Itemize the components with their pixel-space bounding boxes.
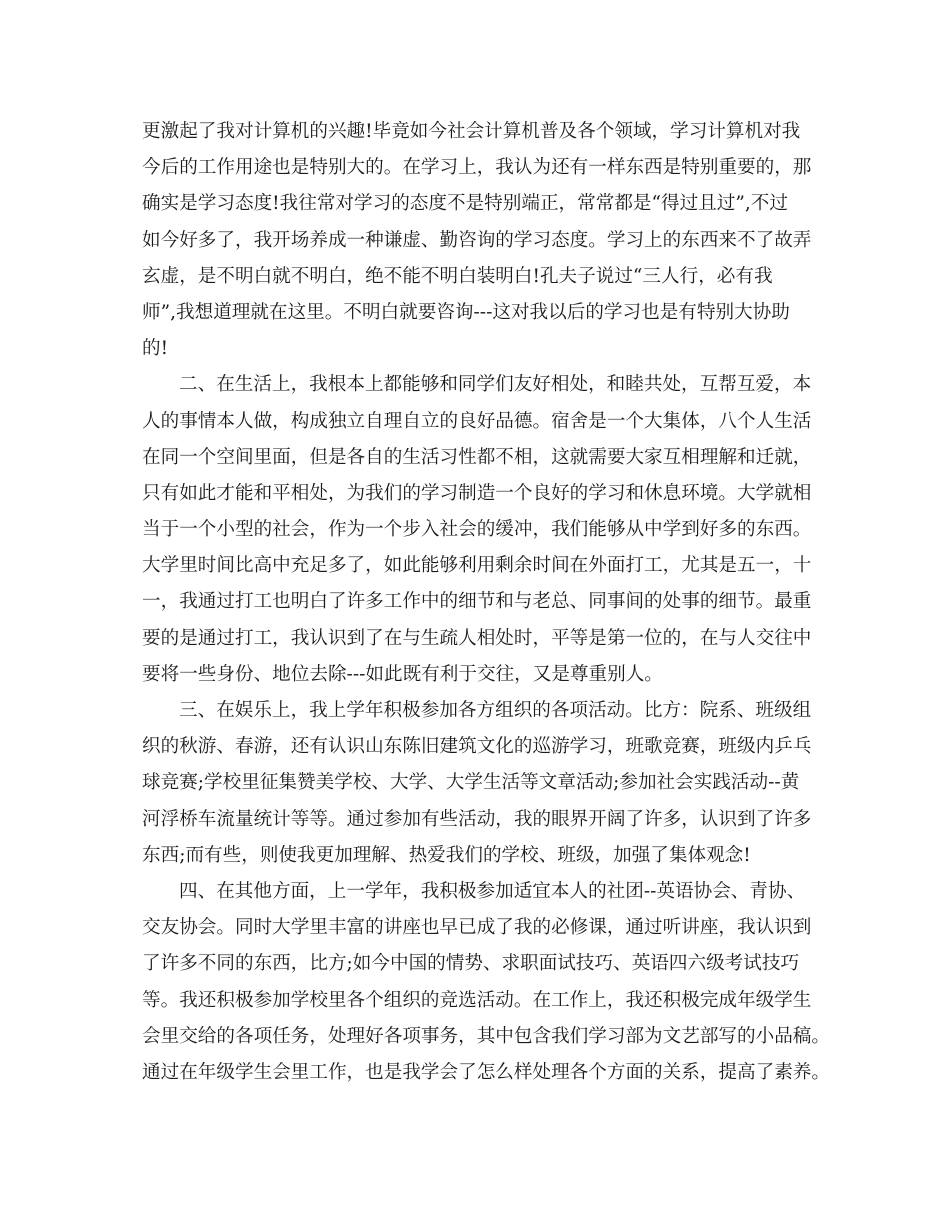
text-line: 确实是学习态度!我往常对学习的态度不是特别端正，常常都是“得过且过”,不过 bbox=[142, 193, 788, 215]
text-line: 河浮桥车流量统计等等。通过参加有些活动，我的眼界开阔了许多，认识到了许多 bbox=[142, 808, 812, 830]
text-line: 交友协会。同时大学里丰富的讲座也早已成了我的必修课，通过听讲座，我认识到 bbox=[142, 917, 812, 939]
text-line: 的! bbox=[142, 338, 169, 360]
text-line: 了许多不同的东西，比方;如今中国的情势、求职面试技巧、英语四六级考试技巧 bbox=[142, 953, 800, 975]
paragraph-2-life bbox=[142, 367, 832, 693]
text-line: 如今好多了，我开场养成一种谦虚、勤咨询的学习态度。学习上的东西来不了故弄 bbox=[142, 229, 812, 251]
text-line: 三、在娱乐上，我上学年积极参加各方组织的各项活动。比方：院系、班级组 bbox=[179, 700, 812, 721]
paragraph-1 bbox=[142, 114, 832, 367]
text-line: 织的秋游、春游，还有认识山东陈旧建筑文化的巡游学习，班歌竞赛，班级内乒乓 bbox=[142, 736, 812, 758]
text-line: 通过在年级学生会里工作，也是我学会了怎么样处理各个方面的关系，提高了素养。 bbox=[142, 1061, 830, 1083]
text-line: 今后的工作用途也是特别大的。在学习上，我认为还有一样东西是特别重要的，那 bbox=[142, 157, 812, 179]
text-line: 人的事情本人做，构成独立自理自立的良好品德。宿舍是一个大集体，八个人生活 bbox=[142, 410, 812, 432]
text-line: 更激起了我对计算机的兴趣!毕竟如今社会计算机普及各个领域，学习计算机对我 bbox=[142, 121, 801, 142]
document-body bbox=[142, 114, 832, 1091]
text-line: 玄虚，是不明白就不明白，绝不能不明白装明白!孔夫子说过“三人行，必有我 bbox=[142, 265, 773, 287]
text-line: 东西;而有些，则使我更加理解、热爱我们的学校、班级，加强了集体观念! bbox=[142, 844, 751, 866]
text-line: 当于一个小型的社会，作为一个步入社会的缓冲，我们能够从中学到好多的东西。 bbox=[142, 519, 812, 541]
text-line: 只有如此才能和平相处，为我们的学习制造一个良好的学习和休息环境。大学就相 bbox=[142, 482, 812, 504]
text-line: 等。我还积极参加学校里各个组织的竞选活动。在工作上，我还积极完成年级学生 bbox=[142, 989, 812, 1011]
paragraph-3-entertainment bbox=[142, 693, 832, 874]
text-line: 一，我通过打工也明白了许多工作中的细节和与老总、同事间的处事的细节。最重 bbox=[142, 591, 812, 613]
text-line: 会里交给的各项任务，处理好各项事务，其中包含我们学习部为文艺部写的小品稿。 bbox=[142, 1025, 830, 1047]
text-line: 大学里时间比高中充足多了，如此能够利用剩余时间在外面打工，尤其是五一，十 bbox=[142, 555, 812, 577]
text-line: 球竞赛;学校里征集赞美学校、大学、大学生活等文章活动;参加社会实践活动--黄 bbox=[142, 772, 800, 794]
text-line: 要的是通过打工，我认识到了在与生疏人相处时，平等是第一位的，在与人交往中 bbox=[142, 627, 812, 649]
text-line: 师”,我想道理就在这里。不明白就要咨询---这对我以后的学习也是有特别大协助 bbox=[142, 301, 790, 323]
text-line: 四、在其他方面，上一学年，我积极参加适宜本人的社团--英语协会、青协、 bbox=[179, 880, 806, 902]
text-line: 在同一个空间里面，但是各自的生活习性都不相，这就需要大家互相理解和迁就， bbox=[142, 446, 812, 468]
text-line: 二、在生活上，我根本上都能够和同学们友好相处，和睦共处，互帮互爱，本 bbox=[179, 374, 812, 396]
paragraph-4-other bbox=[142, 874, 832, 1091]
text-line: 要将一些身份、地位去除---如此既有利于交往，又是尊重别人。 bbox=[142, 663, 663, 685]
